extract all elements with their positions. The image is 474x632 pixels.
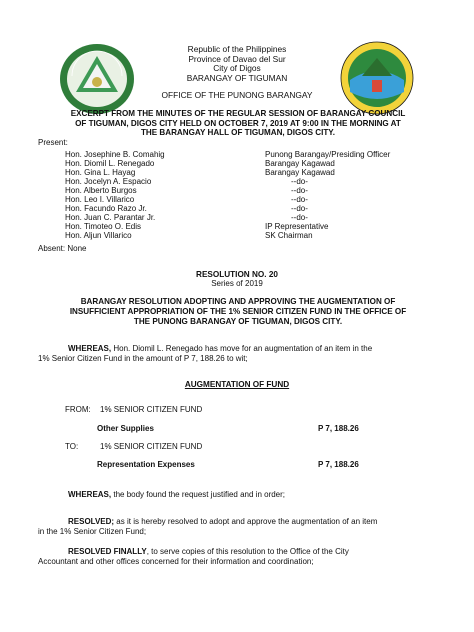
from-amount: P 7, 188.26 (318, 424, 359, 433)
resolved-finally-text: , to serve copies of this resolution to the Office of the City (146, 547, 349, 556)
header-line: BARANGAY OF TIGUMAN (186, 72, 288, 83)
resolved-text: as it is hereby resolved to adopt and approve the augmentation of an item (114, 517, 378, 526)
absent-line: Absent: None (38, 244, 87, 253)
whereas-text: Hon. Diomil L. Renegado has move for an augmentation of an item in the (111, 344, 373, 353)
header-line: City of Digos (213, 63, 261, 73)
member-name: Hon. Josephine B. Comahig (65, 150, 165, 159)
resolution-title-line: INSUFFICIENT APPROPRIATION OF THE 1% SENIOR CITIZEN FUND IN THE OFFICE OF (69, 306, 407, 316)
member-role: Barangay Kagawad (265, 159, 335, 168)
resolved-finally-text: Accountant and other offices concerned for their information and coordination; (38, 557, 314, 566)
member-role: --do- (291, 204, 308, 213)
whereas-paragraph-2 (68, 490, 448, 500)
excerpt-line: THE BARANGAY HALL OF TIGUMAN, DIGOS CITY. (140, 128, 336, 138)
augmentation-heading-text: AUGMENTATION OF FUND (184, 380, 290, 389)
member-name: Hon. Alberto Burgos (65, 186, 137, 195)
resolution-title (38, 297, 438, 326)
excerpt-heading (38, 109, 438, 138)
resolved-text: in the 1% Senior Citizen Fund; (38, 527, 147, 536)
from-label: FROM: (65, 405, 91, 414)
excerpt-line: OF TIGUMAN, DIGOS CITY HELD ON OCTOBER 7, 2019 AT 9:00 IN THE MORNING AT (75, 118, 401, 128)
resolution-title-line: BARANGAY RESOLUTION ADOPTING AND APPROVING THE AUGMENTATION OF (80, 297, 396, 306)
resolution-title-line: THE PUNONG BARANGAY OF TIGUMAN, DIGOS CITY. (133, 316, 343, 326)
resolved-finally-paragraph (38, 547, 448, 567)
resolved-finally-lead: RESOLVED FINALLY (68, 547, 147, 556)
member-role: --do- (291, 186, 308, 195)
member-name: Hon. Leo I. Villarico (65, 195, 135, 204)
header-line: Republic of the Philippines (187, 44, 287, 54)
resolution-number: RESOLUTION NO. 20 (196, 270, 278, 279)
member-name: Hon. Timoteo O. Edis (65, 222, 142, 231)
augmentation-heading (0, 380, 474, 389)
excerpt-line: EXCERPT FROM THE MINUTES OF THE REGULAR SESSION OF BARANGAY COUNCIL (70, 109, 406, 118)
member-role: --do- (291, 213, 308, 222)
resolution-series: Series of 2019 (211, 279, 263, 288)
header-line: Province of Davao del Sur (188, 53, 286, 64)
member-role: Punong Barangay/Presiding Officer (265, 150, 391, 159)
whereas-paragraph-1 (38, 344, 438, 364)
to-fund: 1% SENIOR CITIZEN FUND (100, 442, 203, 451)
from-fund: 1% SENIOR CITIZEN FUND (100, 405, 203, 414)
resolved-lead: RESOLVED; (68, 517, 115, 526)
to-label: TO: (65, 442, 79, 451)
whereas-text: 1% Senior Citizen Fund in the amount of P 7, 188.26 to wit; (38, 354, 248, 363)
header-block (0, 45, 474, 83)
office-title: OFFICE OF THE PUNONG BARANGAY (161, 90, 313, 100)
member-name: Hon. Juan C. Parantar Jr. (65, 213, 156, 222)
whereas-lead: WHEREAS, (68, 344, 112, 353)
member-name: Hon. Aljun Villarico (65, 231, 132, 240)
member-name: Hon. Facundo Razo Jr. (65, 204, 147, 213)
member-name: Hon. Diomil L. Renegado (65, 159, 155, 168)
member-role: --do- (291, 177, 308, 186)
member-role: --do- (291, 195, 308, 204)
resolved-paragraph (38, 517, 448, 537)
to-amount: P 7, 188.26 (318, 460, 359, 469)
to-item: Representation Expenses (97, 460, 195, 469)
member-name: Hon. Gina L. Hayag (65, 168, 136, 177)
from-item: Other Supplies (97, 424, 154, 433)
member-role: IP Representative (265, 222, 329, 231)
present-label: Present: (38, 138, 68, 147)
member-role: SK Chairman (265, 231, 313, 240)
member-role: Barangay Kagawad (265, 168, 335, 177)
whereas-text: the body found the request justified and in order; (111, 490, 286, 499)
whereas-lead: WHEREAS, (68, 490, 112, 499)
member-name: Hon. Jocelyn A. Espacio (65, 177, 152, 186)
